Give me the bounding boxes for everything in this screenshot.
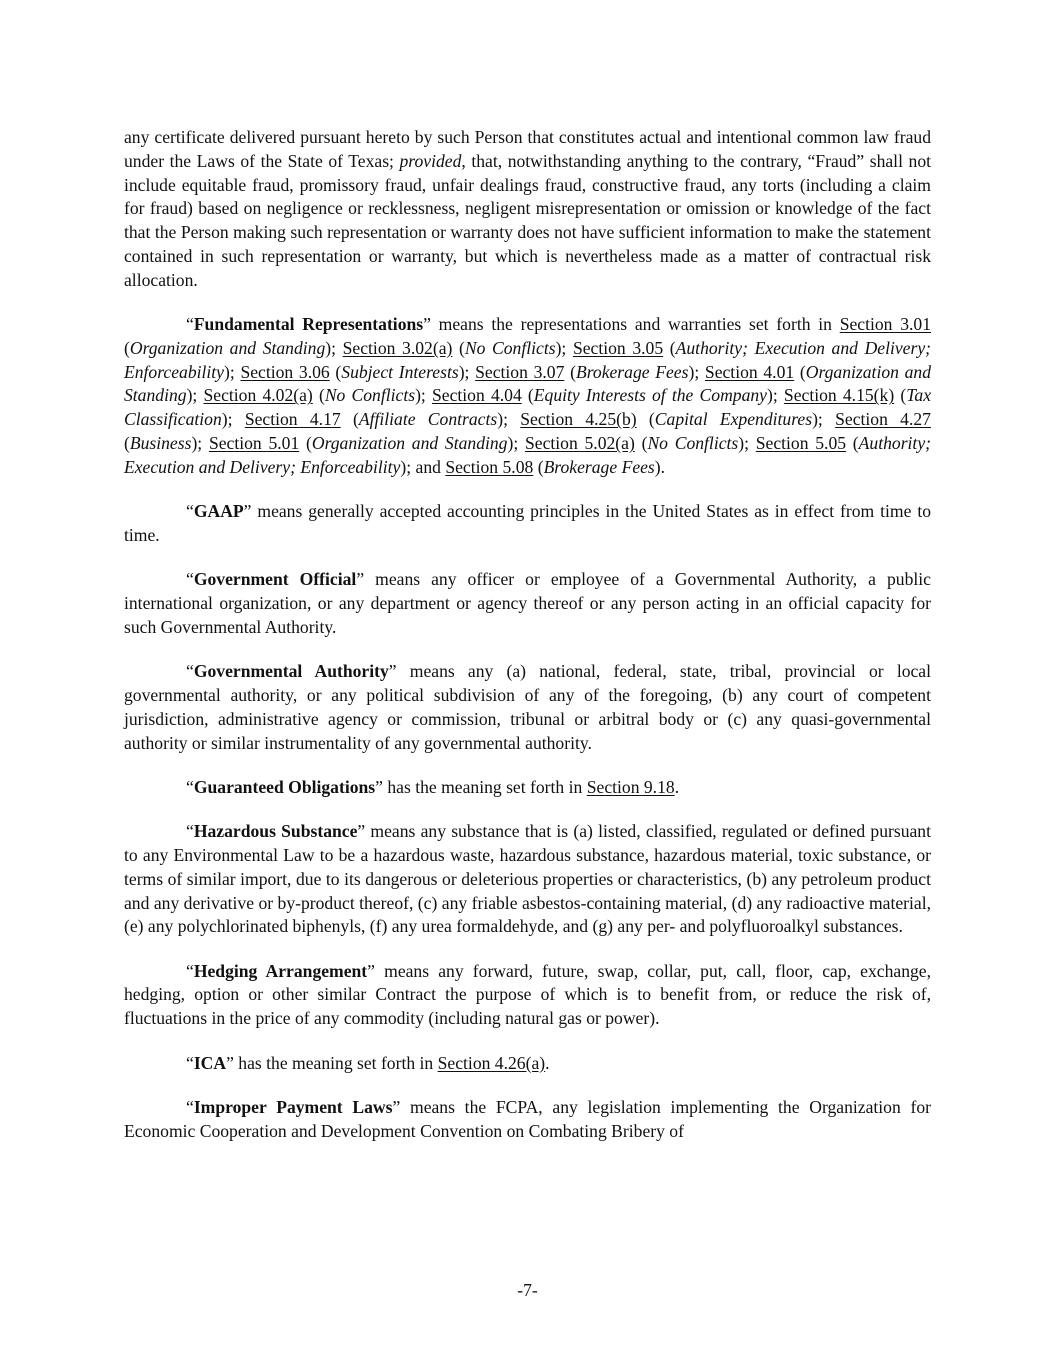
period: . [545, 1052, 550, 1073]
period: . [674, 776, 680, 797]
definition-text: ” means the FCPA, any legislation implementing the Organization for Economic Cooperation and Development Convention on Combating Bribery of [124, 1096, 931, 1141]
section-caption: Authority; Execution and Delivery; Enforceability [124, 433, 931, 477]
defined-term: GAAP [193, 501, 244, 522]
definition-hedging-arrangement: “Hedging Arrangement” means any forward, future, swap, collar, put, call, floor, cap, exchange, hedging, option or other similar Contract the purpose of which is to benefit from, or reduce the risk of, fluctuations in the price of any commodity (including natural gas or power). [124, 960, 931, 1029]
section-reference[interactable]: Section 5.08 [445, 456, 534, 477]
definition-text: ” means any substance that is (a) listed, classified, regulated or defined pursuant to any Environmental Law to be a hazardous waste, hazardous substance, hazardous material, toxic substance, or terms of similar import, due to its dangerous or deleterious properties or characteristics, (b) any petroleum product and any derivative or by-product thereof, (c) any friable asbestos-containing material, (d) any radioactive material, (e) any polychlorinated biphenyls, (f) any urea formaldehyde, and (g) any per- and polyfluoroalkyl substances. [124, 821, 931, 937]
defined-term: Hazardous Substance [193, 821, 358, 842]
defined-term: Governmental Authority [193, 661, 389, 682]
section-caption: Organization and Standing [124, 361, 932, 406]
definition-gaap: “GAAP” means generally accepted accounting principles in the United States as in effect from time to time. [124, 501, 931, 545]
section-reference[interactable]: Section 4.26(a) [437, 1052, 546, 1073]
section-caption: No Conflicts [647, 433, 739, 454]
section-reference[interactable]: Section 5.01 [208, 433, 300, 454]
definition-fundamental-representations: “Fundamental Representations” means the representations and warranties set forth in Section 3.01 (Organization and Standing); Section 3.02(a) (No Conflicts); Section 3.05 (Authority; Execution and Delivery; Enforceability); Section 3.06 (Subject Interests); Section 3.07 (Brokerage Fees); Section 4.01 (Organization and Standing); Section 4.02(a) (No Conflicts); Section 4.04 (Equity Interests of the Company); Section 4.15(k) (Tax Classification); Section 4.17 (Affiliate Contracts); Section 4.25(b) (Capital Expenditures); Section 4.27 (Business); Section 5.01 (Organization and Standing); Section 5.02(a) (No Conflicts); Section 5.05 (Authority; Execution and Delivery; Enforceability); and Section 5.08 (Brokerage Fees). [124, 314, 932, 477]
definition-text: ” means any (a) national, federal, state, tribal, provincial or local governmental authority, or any political subdivision of any of the foregoing, (b) any court of competent jurisdiction, administrative agency or commission, tribunal or arbitral body or (c) any quasi-governmental authority or similar instrumentality of any governmental authority. [124, 661, 932, 753]
defined-term: Government Official [193, 569, 357, 590]
section-reference[interactable]: Section 4.17 [244, 409, 341, 430]
document-body [124, 126, 931, 1164]
section-caption: Organization and Standing [129, 337, 326, 358]
open-quote: “ [186, 314, 194, 335]
definition-guaranteed-obligations: “Guaranteed Obligations” has the meaning set forth in Section 9.18. [186, 776, 680, 797]
section-caption: Affiliate Contracts [358, 409, 498, 430]
defined-term: ICA [193, 1052, 227, 1073]
section-reference[interactable]: Section 4.02(a) [203, 385, 313, 406]
section-caption: No Conflicts [464, 337, 556, 358]
definition-hazardous-substance: “Hazardous Substance” means any substance that is (a) listed, classified, regulated or defined pursuant to any Environmental Law to be a hazardous waste, hazardous substance, hazardous material, toxic substance, or terms of similar import, due to its dangerous or deleterious properties or characteristics, (b) any petroleum product and any derivative or by-product thereof, (c) any friable asbestos-containing material, (d) any radioactive material, (e) any polychlorinated biphenyls, (f) any urea formaldehyde, and (g) any per- and polyfluoroalkyl substances. [124, 821, 931, 937]
conjunction-text: and [415, 456, 446, 477]
section-caption: Organization and Standing [311, 433, 508, 454]
section-caption: Equity Interests of the Company [533, 385, 767, 406]
section-reference[interactable]: Section 4.25(b) [520, 409, 637, 430]
definition-text: ” means any forward, future, swap, collar, put, call, floor, cap, exchange, hedging, option or other similar Contract the purpose of which is to benefit from, or reduce the risk of, fluctuations in the price of any commodity (including natural gas or power). [124, 960, 931, 1029]
italic-term: provided [399, 150, 462, 171]
section-reference[interactable]: Section 5.02(a) [524, 433, 635, 454]
section-reference[interactable]: Section 3.05 [572, 337, 664, 358]
definition-improper-payment-laws: “Improper Payment Laws” means the FCPA, any legislation implementing the Organization for Economic Cooperation and Development Convention on Combating Bribery of [124, 1096, 931, 1141]
definition-text: ” means generally accepted accounting principles in the United States as in effect from time to time. [124, 501, 931, 545]
section-reference[interactable]: Section 4.04 [432, 385, 522, 406]
definition-text: ” means any officer or employee of a Governmental Authority, a public international organization, or any department or agency thereof or any person acting in an official capacity for such Governmental Authority. [124, 569, 931, 637]
definition-text: ” has the meaning set forth in [375, 776, 587, 797]
section-reference[interactable]: Section 9.18 [586, 776, 675, 797]
defined-term: Improper Payment Laws [193, 1096, 393, 1117]
section-caption: Business [129, 433, 192, 454]
section-reference[interactable]: Section 4.01 [704, 361, 795, 382]
section-caption: Authority; Execution and Delivery; Enforceability [124, 337, 931, 382]
fraud-definition-continuation [124, 126, 931, 293]
defined-term: Guaranteed Obligations [193, 776, 376, 797]
defined-term: Fundamental Representations [193, 314, 424, 335]
section-caption: Tax Classification [124, 385, 932, 430]
section-caption: Capital Expenditures [654, 409, 813, 430]
section-reference[interactable]: Section 3.01 [839, 314, 931, 335]
section-caption: No Conflicts [324, 385, 416, 406]
section-reference[interactable]: Section 3.07 [475, 361, 565, 382]
section-reference[interactable]: Section 4.15(k) [783, 385, 895, 406]
defined-term: Hedging Arrangement [193, 960, 368, 981]
section-reference[interactable]: Section 3.02(a) [342, 337, 453, 358]
section-reference[interactable]: Section 3.06 [240, 361, 330, 382]
definition-text: ” means the representations and warranties set forth in [423, 314, 840, 335]
section-caption: Brokerage Fees [543, 456, 655, 477]
definition-ica: “ICA” has the meaning set forth in Section 4.26(a). [186, 1052, 550, 1073]
section-caption: Subject Interests [341, 361, 459, 382]
paragraph-text: , that, notwithstanding anything to the contrary, “Fraud” shall not include equitable fraud, promissory fraud, unfair dealings fraud, constructive fraud, any torts (including a claim for fraud) based on negligence or recklessness, negligent misrepresentation or omission or knowledge of the fact that the Person making such representation or warranty does not have sufficient information to make the statement contained in such representation or warranty, but which is nevertheless made as a matter of contractual risk allocation. [124, 150, 932, 290]
definition-text: ” has the meaning set forth in [226, 1052, 438, 1073]
section-reference[interactable]: Section 4.27 [835, 409, 931, 430]
paragraph-text: any certificate delivered pursuant hereto by such Person that constitutes actual and intentional common law fraud under the Laws of the State of Texas; [124, 127, 931, 171]
section-reference[interactable]: Section 5.05 [755, 433, 847, 454]
definition-governmental-authority: “Governmental Authority” means any (a) national, federal, state, tribal, provincial or local governmental authority, or any political subdivision of any of the foregoing, (b) any court of competent jurisdiction, administrative agency or commission, tribunal or arbitral body or (c) any quasi-governmental authority or similar instrumentality of any governmental authority. [124, 661, 932, 753]
section-caption: Brokerage Fees [575, 361, 689, 382]
definition-government-official: “Government Official” means any officer or employee of a Governmental Authority, a public international organization, or any department or agency thereof or any person acting in an official capacity for such Governmental Authority. [124, 569, 931, 637]
page-number: -7- [517, 1280, 538, 1300]
